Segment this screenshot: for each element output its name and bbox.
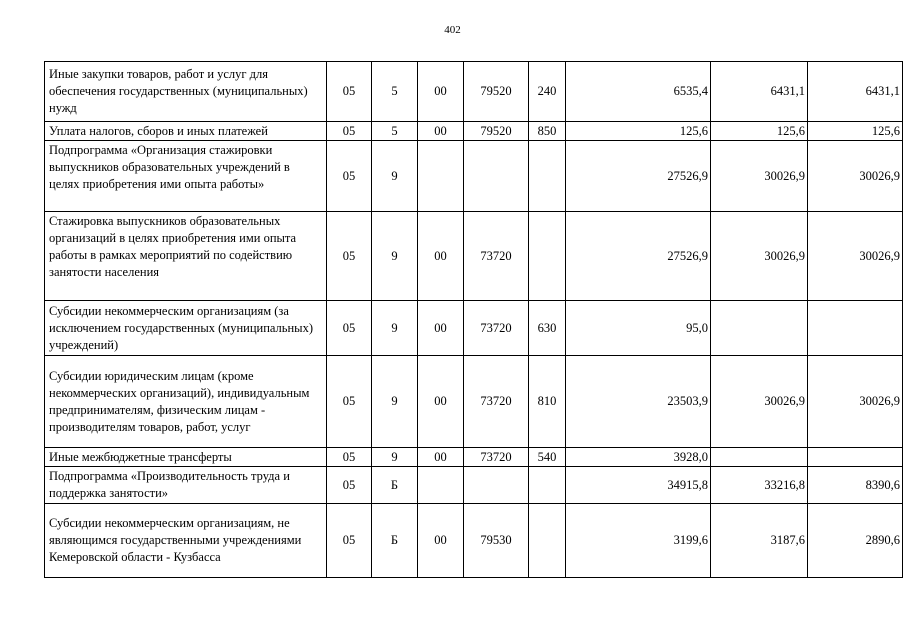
amount-2: 33216,8 — [711, 467, 808, 504]
program-code: Б — [372, 504, 418, 578]
amount-3: 30026,9 — [808, 141, 903, 212]
amount-3 — [808, 301, 903, 356]
item-code: 73720 — [464, 356, 529, 448]
amount-2 — [711, 448, 808, 467]
expense-type-code: 240 — [529, 62, 566, 122]
item-code: 79520 — [464, 62, 529, 122]
expense-type-code — [529, 212, 566, 301]
amount-2: 30026,9 — [711, 141, 808, 212]
program-code: 5 — [372, 62, 418, 122]
amount-3 — [808, 448, 903, 467]
item-code — [464, 141, 529, 212]
subprogram-code: 00 — [418, 212, 464, 301]
page-number: 402 — [444, 24, 461, 36]
section-code: 05 — [327, 467, 372, 504]
table-row — [45, 448, 903, 467]
amount-3: 125,6 — [808, 122, 903, 141]
item-code: 79520 — [464, 122, 529, 141]
table-row — [45, 467, 903, 504]
subprogram-code: 00 — [418, 504, 464, 578]
amount-1: 34915,8 — [566, 467, 711, 504]
table-row — [45, 504, 903, 578]
item-code: 73720 — [464, 448, 529, 467]
section-code: 05 — [327, 62, 372, 122]
amount-2: 125,6 — [711, 122, 808, 141]
item-code: 73720 — [464, 212, 529, 301]
row-name: Уплата налогов, сборов и иных платежей — [45, 122, 327, 141]
table-row — [45, 62, 903, 122]
amount-3: 30026,9 — [808, 212, 903, 301]
program-code: 9 — [372, 356, 418, 448]
row-name: Иные закупки товаров, работ и услуг для обеспечения государственных (муниципальных) нужд — [45, 62, 327, 122]
row-name: Субсидии юридическим лицам (кроме некоммерческих организаций), индивидуальным предпринимателям, физическим лицам - производителям товаров, работ, услуг — [45, 356, 327, 448]
expense-type-code: 850 — [529, 122, 566, 141]
amount-1: 27526,9 — [566, 212, 711, 301]
subprogram-code: 00 — [418, 122, 464, 141]
amount-2: 30026,9 — [711, 212, 808, 301]
section-code: 05 — [327, 448, 372, 467]
section-code: 05 — [327, 504, 372, 578]
expense-type-code — [529, 504, 566, 578]
amount-1: 23503,9 — [566, 356, 711, 448]
subprogram-code: 00 — [418, 448, 464, 467]
section-code: 05 — [327, 122, 372, 141]
amount-2: 6431,1 — [711, 62, 808, 122]
expense-type-code — [529, 141, 566, 212]
program-code: 5 — [372, 122, 418, 141]
section-code: 05 — [327, 212, 372, 301]
expense-type-code: 540 — [529, 448, 566, 467]
section-code: 05 — [327, 141, 372, 212]
amount-1: 6535,4 — [566, 62, 711, 122]
program-code: 9 — [372, 141, 418, 212]
amount-2 — [711, 301, 808, 356]
section-code: 05 — [327, 356, 372, 448]
subprogram-code: 00 — [418, 356, 464, 448]
program-code: 9 — [372, 212, 418, 301]
table-row — [45, 301, 903, 356]
amount-1: 95,0 — [566, 301, 711, 356]
row-name: Подпрограмма «Производительность труда и поддержка занятости» — [45, 467, 327, 504]
table-row — [45, 212, 903, 301]
expense-type-code: 630 — [529, 301, 566, 356]
row-name: Подпрограмма «Организация стажировки выпускников образовательных учреждений в целях приобретения ими опыта работы» — [45, 141, 327, 212]
row-name: Иные межбюджетные трансферты — [45, 448, 327, 467]
subprogram-code: 00 — [418, 301, 464, 356]
item-code: 79530 — [464, 504, 529, 578]
row-name: Стажировка выпускников образовательных организаций в целях приобретения ими опыта работы в рамках мероприятий по содействию занятости населения — [45, 212, 327, 301]
amount-3: 8390,6 — [808, 467, 903, 504]
item-code — [464, 467, 529, 504]
row-name: Субсидии некоммерческим организациям, не являющимся государственными учреждениями Кемеровской области - Кузбасса — [45, 504, 327, 578]
section-code: 05 — [327, 301, 372, 356]
amount-1: 3199,6 — [566, 504, 711, 578]
amount-3: 6431,1 — [808, 62, 903, 122]
amount-2: 30026,9 — [711, 356, 808, 448]
program-code: 9 — [372, 301, 418, 356]
subprogram-code — [418, 141, 464, 212]
expense-type-code — [529, 467, 566, 504]
program-code: 9 — [372, 448, 418, 467]
amount-3: 30026,9 — [808, 356, 903, 448]
item-code: 73720 — [464, 301, 529, 356]
table-row — [45, 141, 903, 212]
amount-1: 125,6 — [566, 122, 711, 141]
amount-3: 2890,6 — [808, 504, 903, 578]
amount-2: 3187,6 — [711, 504, 808, 578]
expense-type-code: 810 — [529, 356, 566, 448]
table-row — [45, 122, 903, 141]
table-row — [45, 356, 903, 448]
subprogram-code: 00 — [418, 62, 464, 122]
program-code: Б — [372, 467, 418, 504]
row-name: Субсидии некоммерческим организациям (за исключением государственных (муниципальных) учреждений) — [45, 301, 327, 356]
subprogram-code — [418, 467, 464, 504]
budget-table — [44, 61, 903, 578]
amount-1: 27526,9 — [566, 141, 711, 212]
amount-1: 3928,0 — [566, 448, 711, 467]
